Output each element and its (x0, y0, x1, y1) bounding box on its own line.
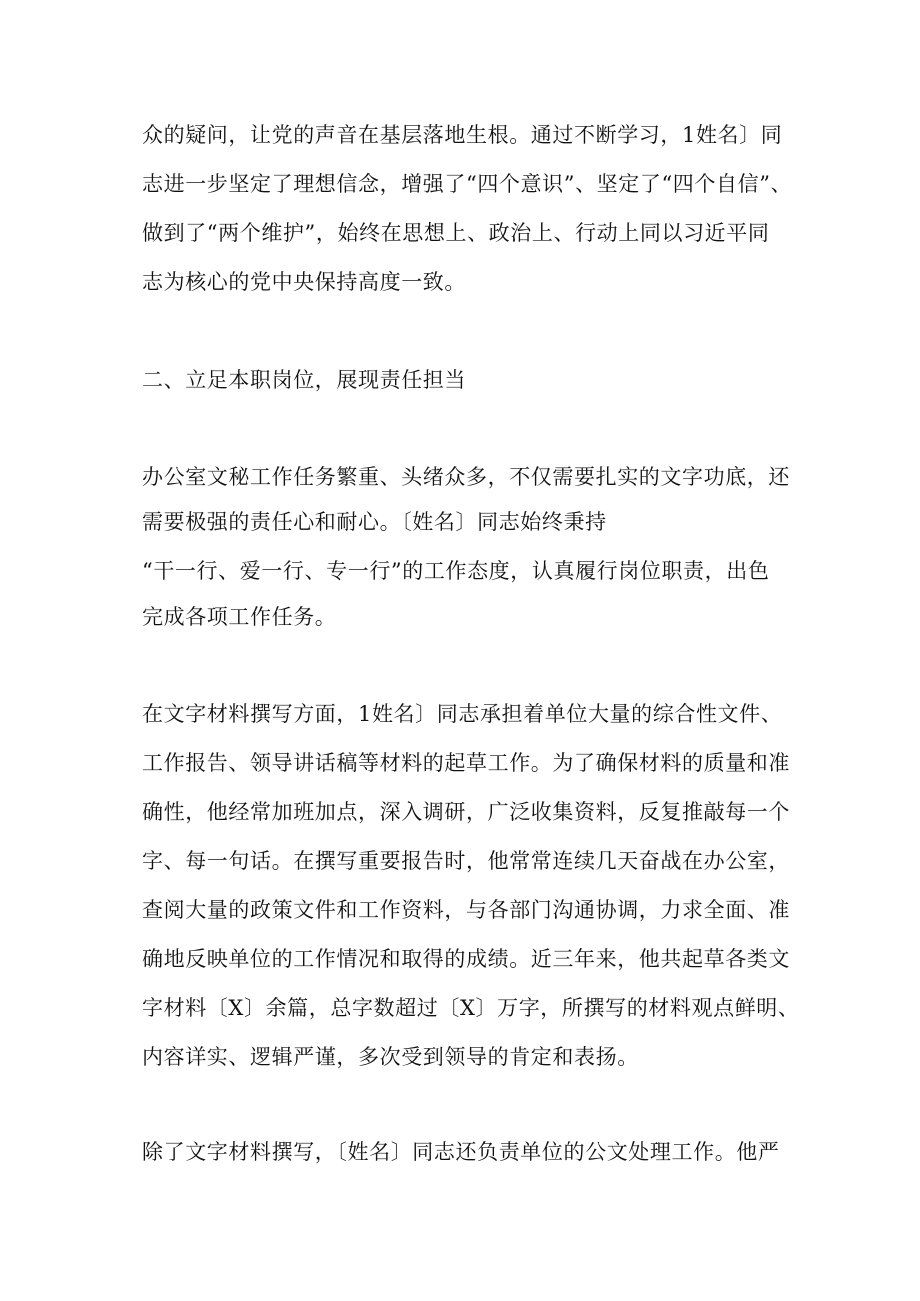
paragraph-3-line-5: 查阅大量的政策文件和工作资料，与各部门沟通协调，力求全面、准 (142, 898, 790, 922)
paragraph-3-line-6: 确地反映单位的工作情况和取得的成绩。近三年来，他共起草各类文 (142, 947, 790, 971)
paragraph-3-line-4: 字、每一句话。在撰写重要报告时，他常常连续几天奋战在办公室， (142, 849, 790, 873)
paragraph-3-line-8: 内容详实、逻辑严谨，多次受到领导的肯定和表扬。 (142, 1045, 639, 1069)
paragraph-3-line-7: 字材料〔X〕余篇，总字数超过〔X〕万字，所撰写的材料观点鲜明、 (142, 996, 800, 1020)
paragraph-3-line-3: 确性，他经常加班加点，深入调研，广泛收集资料，反复推敲每一个 (142, 800, 790, 824)
paragraph-2-line-1: 办公室文秘工作任务繁重、头绪众多，不仅需要扎实的文字功底，还 (142, 465, 790, 489)
paragraph-1-line-1: 众的疑问，让党的声音在基层落地生根。通过不断学习，1姓名〕同 (142, 123, 783, 147)
paragraph-3-line-2: 工作报告、领导讲话稿等材料的起草工作。为了确保材料的质量和准 (142, 751, 790, 775)
paragraph-1-line-3: 做到了“两个维护”，始终在思想上、政治上、行动上同以习近平同 (142, 221, 770, 245)
paragraph-1-line-4: 志为核心的党中央保持高度一致。 (142, 270, 466, 294)
paragraph-4-line-1: 除了文字材料撰写，〔姓名〕同志还负责单位的公文处理工作。他严 (142, 1140, 780, 1164)
paragraph-2-line-2: 需要极强的责任心和耐心。〔姓名〕同志始终秉持 (142, 510, 607, 534)
section-heading: 二、立足本职岗位，展现责任担当 (142, 368, 466, 392)
paragraph-1-line-2: 志进一步坚定了理想信念，增强了“四个意识”、坚定了“四个自信”、 (142, 172, 793, 196)
paragraph-2-line-4: 完成各项工作任务。 (142, 605, 337, 629)
paragraph-2-line-3: “干一行、爱一行、专一行”的工作态度，认真履行岗位职责，出色 (142, 559, 770, 583)
paragraph-3-line-1: 在文字材料撰写方面，1姓名〕同志承担着单位大量的综合性文件、 (142, 702, 783, 726)
